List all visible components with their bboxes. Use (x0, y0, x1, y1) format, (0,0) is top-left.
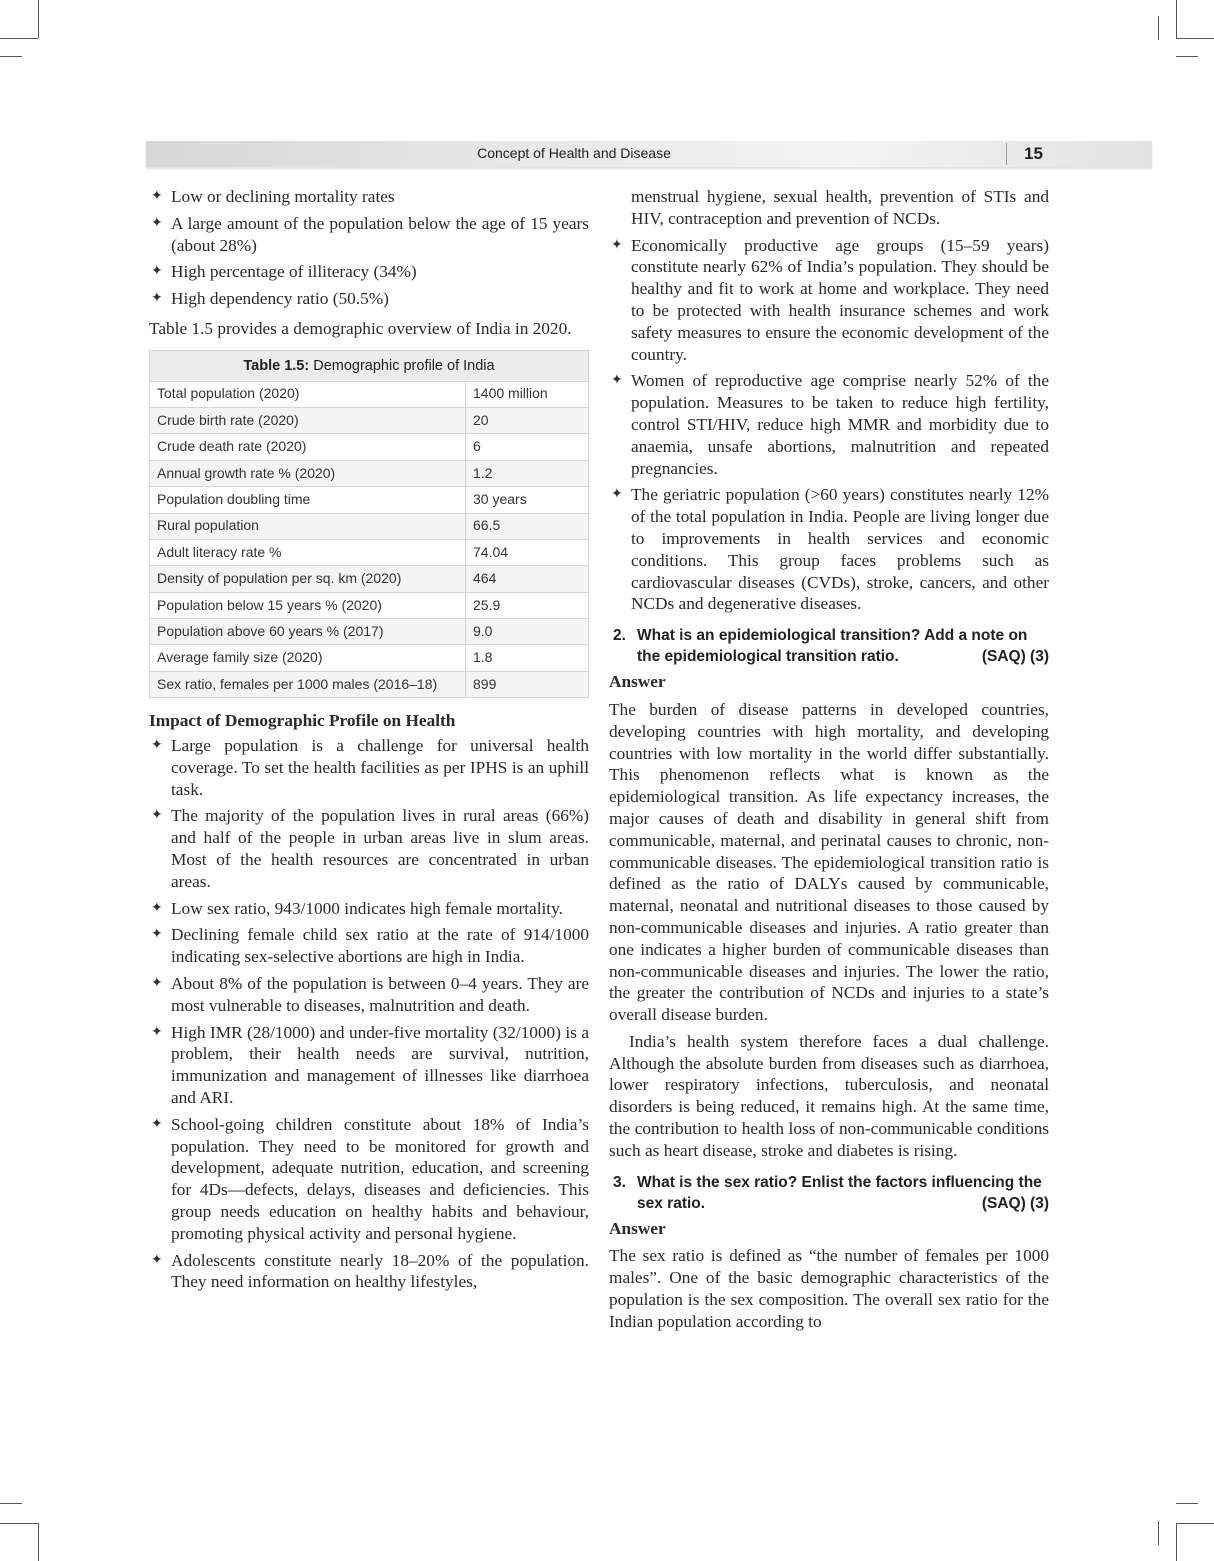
table-cell-value: 66.5 (466, 513, 589, 539)
question-tag: (SAQ) (3) (981, 1194, 1049, 1212)
list-item: ✦ Economically productive age groups (15–59 years) constitute nearly 62% of India’s population. They should be healthy and fit to work at home and workplace. They need to be protected with health insurance schemes and work safety measures to ensure the economic development of the country. (611, 235, 1049, 364)
table-row (150, 381, 589, 407)
bullet-star-icon: ✦ (151, 927, 163, 943)
answer-paragraph: The burden of disease patterns in developed countries, developing countries with high mortality, and developing countries with low mortality in the world differ substantially. This phenomenon reflects what is known as the epidemiological transition. As life expectancy increases, the major causes of death and disability in general shift from communicable, maternal, and perinatal causes to chronic, non-communicable diseases. The epidemiological transition ratio is defined as the ratio of DALYs caused by communicable, maternal, neonatal and nutritional diseases to those caused by non-communicable diseases and injuries. A ratio greater than one indicates a higher burden of communicable diseases than non-communicable diseases and injuries. The lower the ratio, the greater the contribution of NCDs and injuries to a state’s overall disease burden. (609, 699, 1049, 1025)
crop-mark (1176, 0, 1177, 38)
question-text: What is the sex ratio? Enlist the factors influencing the sex ratio. (637, 1173, 1042, 1212)
list-item: ✦ About 8% of the population is between 0–4 years. They are most vulnerable to diseases, malnutrition and death. (151, 974, 589, 1015)
running-header (146, 141, 1152, 167)
table-cell-value: 6 (466, 434, 589, 460)
question-2 (609, 625, 1049, 667)
crop-mark (1158, 1521, 1159, 1545)
crop-mark (0, 56, 22, 57)
table-row (150, 434, 589, 460)
bullet-star-icon: ✦ (151, 976, 163, 992)
table-row (150, 407, 589, 433)
table-cell-value: 74.04 (466, 539, 589, 565)
table-cell-label: Annual growth rate % (2020) (150, 460, 466, 486)
header-title: Concept of Health and Disease (477, 145, 671, 161)
answer-paragraph: The sex ratio is defined as “the number of females per 1000 males”. One of the basic demographic characteristics of the population is the sex composition. The overall sex ratio for the Indian population according to (609, 1246, 1049, 1331)
impact-bullet-list (149, 735, 589, 1293)
answer-label: Answer (609, 672, 666, 692)
bullet-star-icon: ✦ (151, 738, 163, 754)
left-column (149, 186, 589, 1298)
question-text: What is an epidemiological transition? Add a note on the epidemiological transition ratio. (637, 627, 1028, 666)
table-cell-label: Rural population (150, 513, 466, 539)
table-row (150, 566, 589, 592)
crop-mark (1176, 1503, 1198, 1504)
list-item: ✦ Low or declining mortality rates (151, 187, 395, 206)
table-cell-value: 30 years (466, 487, 589, 513)
bullet-star-icon: ✦ (151, 1252, 163, 1268)
bullet-star-icon: ✦ (611, 487, 623, 503)
list-item: ✦ Adolescents constitute nearly 18–20% of the population. They need information on healthy lifestyles, (151, 1250, 589, 1292)
table-cell-label: Average family size (2020) (150, 645, 466, 671)
list-item: ✦ A large amount of the population below the age of 15 years (about 28%) (151, 213, 589, 255)
bullet-star-icon: ✦ (151, 291, 163, 307)
population-groups-list (609, 235, 1049, 616)
list-item: ✦ High IMR (28/1000) and under-five mortality (32/1000) is a problem, their health needs are survival, nutrition, immunization and management of illnesses like diarrhoea and ARI. (151, 1022, 589, 1108)
question-number: 2. (613, 627, 626, 645)
table-cell-label: Sex ratio, females per 1000 males (2016–18) (150, 671, 466, 697)
right-column (609, 186, 1049, 1338)
list-item: ✦ High dependency ratio (50.5%) (151, 289, 389, 309)
bullet-star-icon: ✦ (151, 900, 163, 916)
bullet-star-icon: ✦ (151, 1116, 163, 1132)
table-row (150, 487, 589, 513)
table-cell-label: Crude birth rate (2020) (150, 407, 466, 433)
list-item: ✦ Large population is a challenge for universal health coverage. To set the health facilities as per IPHS is an uphill task. (151, 736, 589, 799)
question-tag: (SAQ) (3) (981, 648, 1049, 666)
table-row (150, 539, 589, 565)
table-row (150, 645, 589, 671)
table-row (150, 671, 589, 697)
demographic-profile-table (149, 350, 589, 698)
bullet-star-icon: ✦ (611, 373, 623, 389)
list-item: ✦ The geriatric population (>60 years) constitutes nearly 12% of the total population in India. People are living longer due to improvements in health services and economic conditions. This group faces problems such as cardiovascular diseases (CVDs), stroke, cancers, and other NCDs and degenerative diseases. (611, 485, 1049, 614)
crop-mark (0, 1503, 22, 1504)
crop-mark (1176, 1523, 1214, 1524)
question-number: 3. (613, 1173, 626, 1191)
question-3 (609, 1172, 1049, 1214)
table-cell-label: Adult literacy rate % (150, 539, 466, 565)
crop-mark (1158, 16, 1159, 40)
table-cell-value: 1400 million (466, 381, 589, 407)
table-caption: Table 1.5: Demographic profile of India (149, 350, 589, 381)
table-cell-value: 1.8 (466, 645, 589, 671)
bullet-star-icon: ✦ (151, 264, 163, 280)
crop-mark (0, 1523, 38, 1524)
list-item: ✦ School-going children constitute about 18% of India’s population. They need to be monitored for growth and development, adequate nutrition, education, and screening for 4Ds—defects, delays, diseases and deficiencies. This group needs education on healthy habits and behaviour, promoting physical activity and personal hygiene. (151, 1114, 589, 1243)
section-heading: Impact of Demographic Profile on Health (149, 711, 456, 731)
answer-paragraph: India’s health system therefore faces a dual challenge. Although the absolute burden from diseases such as diarrhoea, lower respiratory infections, tuberculosis, and neonatal disorders is being reduced, it remains high. At the same time, the contribution to health loss of non-communicable conditions such as heart disease, stroke and diabetes is rising. (609, 1031, 1049, 1160)
table-intro-paragraph: Table 1.5 provides a demographic overview of India in 2020. (149, 318, 572, 338)
table-cell-value: 899 (466, 671, 589, 697)
table-cell-value: 20 (466, 407, 589, 433)
table-cell-value: 464 (466, 566, 589, 592)
table-row (150, 619, 589, 645)
bullet-star-icon: ✦ (151, 215, 163, 231)
crop-mark (38, 0, 39, 38)
table-cell-label: Crude death rate (2020) (150, 434, 466, 460)
table-cell-label: Population doubling time (150, 487, 466, 513)
bullet-star-icon: ✦ (611, 237, 623, 253)
crop-mark (38, 1523, 39, 1561)
crop-mark (1176, 38, 1214, 39)
crop-mark (1176, 56, 1198, 57)
bullet-star-icon: ✦ (151, 189, 163, 204)
bullet-star-icon: ✦ (151, 1024, 163, 1040)
table-cell-value: 25.9 (466, 592, 589, 618)
table-row (150, 513, 589, 539)
table-cell-label: Population below 15 years % (2020) (150, 592, 466, 618)
page-number: 15 (1024, 144, 1043, 163)
intro-bullet-list (149, 186, 589, 310)
header-divider (1006, 143, 1007, 165)
crop-mark (1176, 1523, 1177, 1561)
answer-label: Answer (609, 1218, 666, 1238)
list-item: ✦ The majority of the population lives in rural areas (66%) and half of the people in urban areas live in slum areas. Most of the health resources are concentrated in urban areas. (151, 806, 589, 891)
table-cell-label: Population above 60 years % (2017) (150, 619, 466, 645)
table-cell-value: 1.2 (466, 460, 589, 486)
list-item: ✦ Women of reproductive age comprise nearly 52% of the population. Measures to be taken to reduce high fertility, control STI/HIV, reduce high MMR and morbidity due to anaemia, unsafe abortions, malnutrition and repeated pregnancies. (611, 371, 1049, 478)
bullet-star-icon: ✦ (151, 808, 163, 824)
list-item: ✦ Declining female child sex ratio at the rate of 914/1000 indicating sex-selective abortions are high in India. (151, 925, 589, 967)
crop-mark (0, 38, 38, 39)
table-row (150, 592, 589, 618)
continuation-text: menstrual hygiene, sexual health, prevention of STIs and HIV, contraception and prevention of NCDs. (631, 187, 1049, 228)
table-cell-label: Density of population per sq. km (2020) (150, 566, 466, 592)
table-cell-label: Total population (2020) (150, 381, 466, 407)
list-item: ✦ High percentage of illiteracy (34%) (151, 262, 417, 282)
list-item: ✦ Low sex ratio, 943/1000 indicates high female mortality. (151, 898, 563, 918)
table-row (150, 460, 589, 486)
table-cell-value: 9.0 (466, 619, 589, 645)
